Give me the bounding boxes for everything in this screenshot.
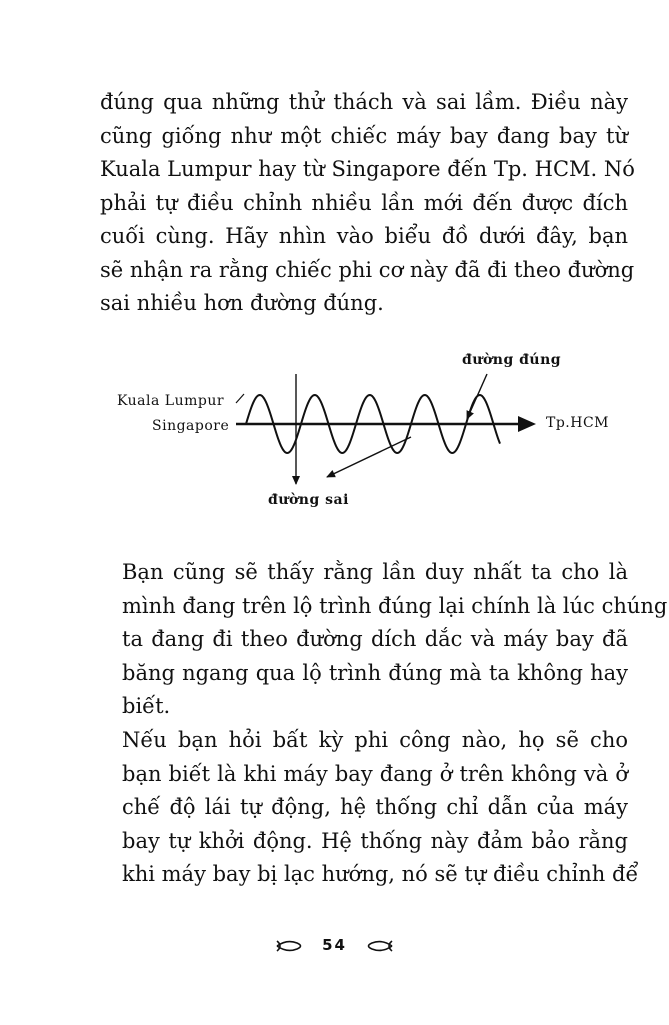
text-line: Nếu bạn hỏi bất kỳ phi công nào, họ sẽ cho: [122, 728, 628, 752]
text-line: Bạn cũng sẽ thấy rằng lần duy nhất ta cho là: [122, 560, 628, 584]
text-line: cũng giống như một chiếc máy bay đang bay từ: [100, 123, 628, 148]
paragraph-2: [100, 556, 668, 724]
route-arrowhead: [518, 416, 536, 432]
page-number: 54: [322, 936, 347, 954]
text-line: ta đang đi theo đường dích dắc và máy bay đã: [122, 627, 628, 651]
page-footer: [0, 936, 669, 954]
wrong-route-label: đường sai: [268, 492, 349, 508]
destination-label: Tp.HCM: [546, 415, 610, 431]
origin-label-kuala-lumpur: Kuala Lumpur: [117, 393, 225, 409]
text-line: phải tự điều chỉnh nhiều lần mới đến được đích: [100, 190, 628, 215]
text-line: cuối cùng. Hãy nhìn vào biểu đồ dưới đây, bạn: [100, 224, 628, 248]
wrong-pointer-arrow: [327, 437, 411, 477]
text-line: Kuala Lumpur hay từ Singapore đến Tp. HCM. Nó: [100, 157, 635, 181]
text-line: sẽ nhận ra rằng chiếc phi cơ này đã đi theo đường: [100, 257, 635, 282]
correct-pointer-arrow: [467, 374, 487, 419]
correct-route-label: đường đúng: [462, 352, 562, 368]
text-line: mình đang trên lộ trình đúng lại chính là lúc chúng: [122, 593, 668, 618]
text-line: chế độ lái tự động, hệ thống chỉ dẫn của máy: [122, 795, 628, 819]
fish-ornament-icon: [275, 938, 307, 954]
text-line: sai nhiều hơn đường đúng.: [100, 291, 384, 315]
text-line: khi máy bay bị lạc hướng, nó sẽ tự điều chỉnh để: [122, 862, 639, 886]
fish-ornament-icon: [362, 938, 394, 954]
origin-tick: [236, 394, 244, 403]
text-line: đúng qua những thử thách và sai lầm. Điều này: [100, 90, 628, 114]
paragraph-3: [100, 724, 639, 892]
text-line: bạn biết là khi máy bay đang ở trên không và ở: [122, 761, 628, 786]
zigzag-route-line: [246, 395, 500, 453]
text-line: biết.: [122, 694, 171, 718]
text-line: băng ngang qua lộ trình đúng mà ta không hay: [122, 660, 628, 685]
origin-label-singapore: Singapore: [152, 418, 230, 434]
paragraph-1: [100, 86, 635, 321]
text-line: bay tự khởi động. Hệ thống này đảm bảo rằng: [122, 828, 628, 853]
